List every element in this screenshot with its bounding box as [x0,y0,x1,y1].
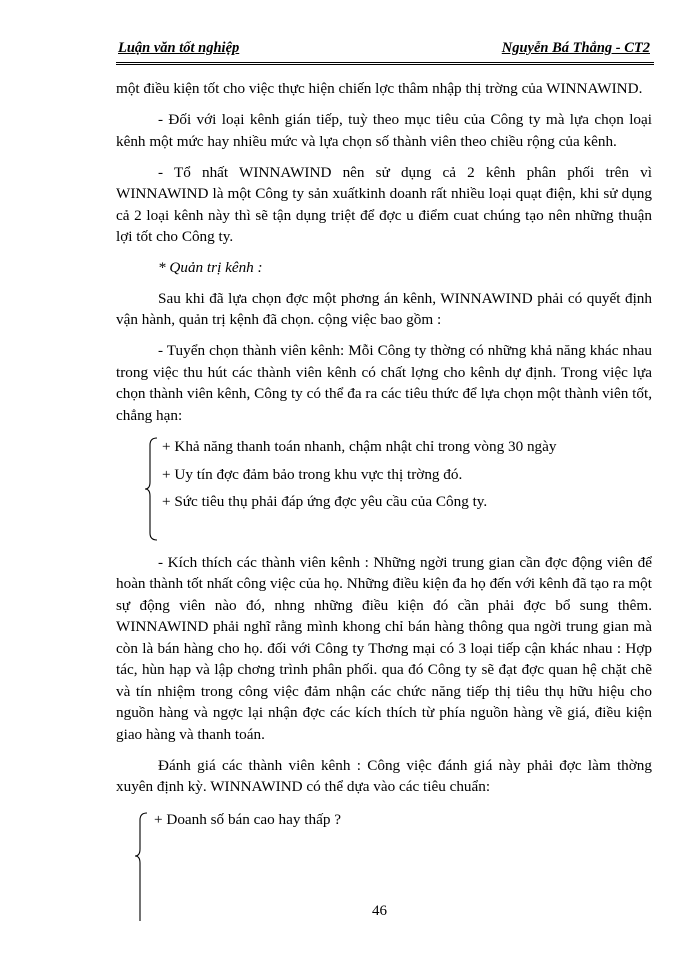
list-item: + Khả năng thanh toán nhanh, chậm nhật chỉ trong vòng 30 ngày [162,437,557,455]
paragraph: - Tổ nhất WINNAWIND nên sử dụng cả 2 kênh phân phối trên vì WINNAWIND là một Công ty sản xuấtkinh doanh rất nhiều loại quạt điện, khi sử dụng cả 2 loại kênh này thì sẽ tận dụng triệt để đợc u điểm cuat chúng tạo nên những thuận lợi tốt cho Công ty. [116,163,652,245]
paragraph: Sau khi đã lựa chọn đợc một phơng án kênh, WINNAWIND phải có quyết định vận hành, quản trị kệnh đã chọn. cộng việc bao gồm : [116,289,652,328]
curly-brace-icon [144,436,158,542]
paragraph: Đánh giá các thành viên kênh : Công việc đánh giá này phải đợc làm thờng xuyên định kỳ. WINNAWIND có thể dựa vào các tiêu chuẩn: [116,756,652,795]
paragraph: - Tuyển chọn thành viên kênh: Mỗi Công ty thờng có những khả năng khác nhau trong việc thu hút các thành viên kênh có chất lợng cho kênh dự định. Trong việc lựa chọn thành viên kênh, Công ty có thể đa ra các tiêu thức để lựa chọn một thành viên tốt, chẳng hạn: [116,342,652,424]
header-author: Nguyễn Bá Thắng - CT2 [501,40,650,56]
list-item: + Sức tiêu thụ phải đáp ứng đợc yêu cầu của Công ty. [162,492,488,510]
list-item: + Doanh số bán cao hay thấp ? [154,811,341,828]
page-body [116,78,652,917]
standards-list [116,807,652,917]
list-item: + Uy tín đợc đảm bảo trong khu vực thị trờng đó. [162,465,463,483]
section-heading: * Quản trị kênh : [158,259,263,276]
paragraph: - Đối với loại kênh gián tiếp, tuỳ theo mục tiêu của Công ty mà lựa chọn loại kênh một mức hay nhiều mức và lựa chọn số thành viên theo chiều rộng của kênh. [116,111,652,150]
curly-brace-icon [134,811,148,921]
page-header [116,38,654,65]
paragraph: một điều kiện tốt cho việc thực hiện chiến lợc thâm nhập thị trờng của WINNAWIND. [116,80,643,97]
criteria-list [116,436,652,544]
paragraph: - Kích thích các thành viên kênh : Những ngời trung gian cần đợc động viên để hoàn thành tốt nhất công việc của họ. Những điều kiện đa họ đến với kênh đã tạo ra một sự động viên nào đó, nhng những điều kiện đó cần phải đợc bổ sung thêm. WINNAWIND phải nghĩ rằng mình khong chỉ bán hàng thông qua ngời trung gian mà còn là bán hàng cho họ. đối với Công ty Thơng mại có 3 loại tiếp cận khác nhau : Hợp tác, hùn hạp và lập chơng trình phân phối. qua đó Công ty sẽ đạt đợc quan hệ chặt chẽ và tín nhiệm trong công việc đảm nhận các chức năng tiếp thị tiêu thụ hữu hiệu cho nguồn hàng và ngợc lại nhận đợc các kích thích từ phía nguồn hàng về giá, điều kiện giao hàng và thanh toán. [116,553,652,743]
header-title: Luận văn tốt nghiệp [118,40,240,56]
page-number: 46 [372,903,387,919]
